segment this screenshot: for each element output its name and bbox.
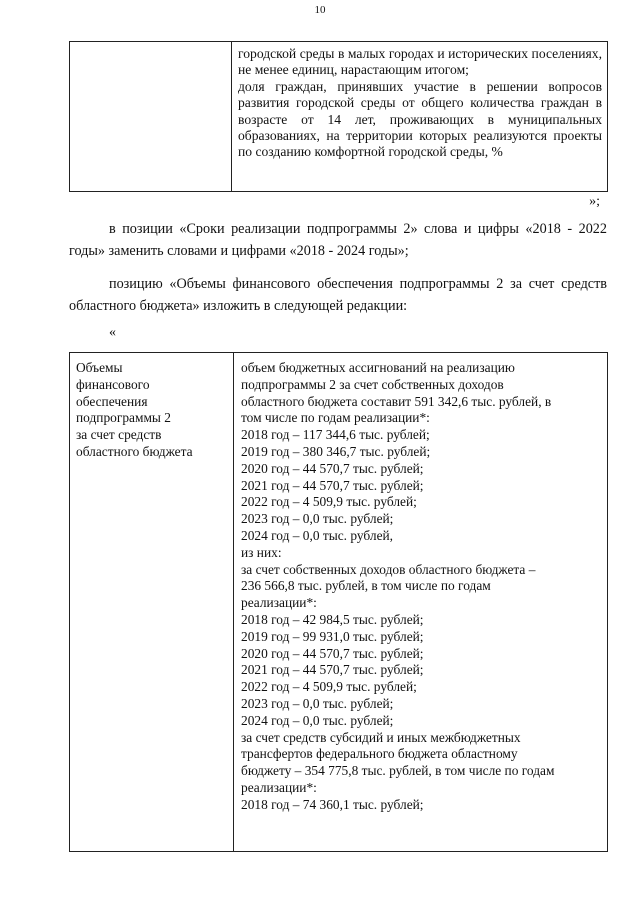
right-line: подпрограммы 2 за счет собственных доходов [241,376,504,392]
right-line: из них: [241,544,282,560]
right-line: 236 566,8 тыс. рублей, в том числе по годам [241,578,491,594]
right-line: реализации*: [241,779,317,795]
funding-table [69,352,608,852]
right-line: бюджету – 354 775,8 тыс. рублей, в том числе по годам [241,763,555,779]
right-line: за счет собственных доходов областного бюджета – [241,561,536,577]
right-line: 2023 год – 0,0 тыс. рублей; [241,695,394,711]
right-line: 2019 год – 99 931,0 тыс. рублей; [241,628,424,644]
left-line: за счет средств [76,427,162,443]
table-top-left-cell [70,42,232,191]
paragraph-terms: в позиции «Сроки реализации подпрограммы 2» слова и цифры «2018 - 2022 годы» заменить словами и цифрами «2018 - 2024 годы»; [69,221,607,259]
opening-quote: « [109,325,116,340]
right-line: 2023 год – 0,0 тыс. рублей; [241,511,394,527]
table-top-fragment [69,41,608,192]
left-line: Объемы [76,360,123,375]
indicator-text-1: городской среды в малых городах и исторических поселениях, не менее единиц, нарастающим итогом; [238,46,602,78]
right-line: 2018 год – 74 360,1 тыс. рублей; [241,796,424,812]
right-line: 2024 год – 0,0 тыс. рублей, [241,527,394,543]
table-top-right-cell [232,42,607,191]
right-line: 2022 год – 4 509,9 тыс. рублей; [241,494,417,510]
right-line: трансфертов федерального бюджета областному [241,746,518,762]
right-line: 2022 год – 4 509,9 тыс. рублей; [241,679,417,695]
right-line: 2018 год – 117 344,6 тыс. рублей; [241,427,430,443]
closing-quote: »; [589,194,600,209]
right-line: 2020 год – 44 570,7 тыс. рублей; [241,460,424,476]
left-line: обеспечения [76,393,148,409]
right-line: 2024 год – 0,0 тыс. рублей; [241,712,394,728]
funding-table-left-cell [70,353,234,851]
paragraph-volumes: позицию «Объемы финансового обеспечения подпрограммы 2 за счет средств областного бюджета» изложить в следующей редакции: [69,276,607,314]
right-line: за счет средств субсидий и иных межбюджетных [241,729,521,745]
left-line: подпрограммы 2 [76,410,171,426]
right-line: реализации*: [241,595,317,611]
right-line: том числе по годам реализации*: [241,410,430,426]
right-line: 2021 год – 44 570,7 тыс. рублей; [241,477,424,493]
right-line: областного бюджета составит 591 342,6 тыс. рублей, в [241,393,552,409]
right-line: 2021 год – 44 570,7 тыс. рублей; [241,662,424,678]
right-line: объем бюджетных ассигнований на реализацию [241,360,515,375]
funding-table-right-cell [234,353,607,851]
left-line: областного бюджета [76,443,193,459]
page-number: 10 [314,4,326,16]
right-line: 2020 год – 44 570,7 тыс. рублей; [241,645,424,661]
right-line: 2019 год – 380 346,7 тыс. рублей; [241,443,431,459]
indicator-text-2: доля граждан, принявших участие в решении вопросов развития городской среды от общего количества граждан в возрасте от 14 лет, проживающих в муниципальных образованиях, на территории которых реализуются проекты по созданию комфортной городской среды, % [238,78,602,160]
right-line: 2018 год – 42 984,5 тыс. рублей; [241,611,424,627]
left-line: финансового [76,376,150,392]
